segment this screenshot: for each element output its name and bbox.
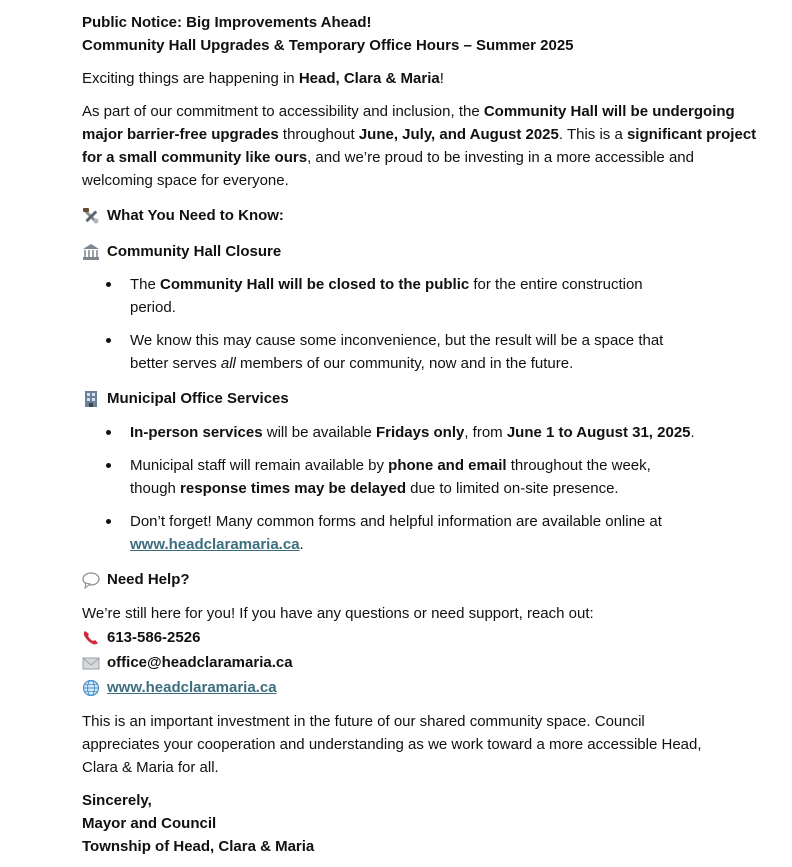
section-label: What You Need to Know: bbox=[107, 207, 284, 224]
intro-punct: ! bbox=[439, 70, 444, 87]
section-label: Community Hall Closure bbox=[107, 243, 282, 260]
item-bold: response times may be delayed bbox=[180, 480, 406, 497]
para-text: , and we’re proud to be investing in a more accessible and welcoming space for everyone. bbox=[82, 149, 694, 189]
section-heading-help bbox=[82, 568, 762, 591]
notice-subtitle: Community Hall Upgrades & Temporary Office Hours – Summer 2025 bbox=[82, 37, 574, 54]
bullet bbox=[106, 338, 111, 343]
item-text: The bbox=[130, 276, 161, 293]
item-text: , from bbox=[464, 424, 507, 441]
signoff: Sincerely, bbox=[82, 792, 152, 809]
para-text: throughout bbox=[278, 126, 359, 143]
telephone-icon bbox=[82, 629, 100, 647]
item-text: Municipal staff will remain available by bbox=[130, 457, 389, 474]
item-text: . bbox=[299, 536, 304, 553]
bullet bbox=[106, 463, 111, 468]
website-link[interactable]: www.headclaramaria.ca bbox=[107, 679, 277, 696]
contact-email bbox=[82, 650, 762, 675]
globe-icon bbox=[82, 679, 100, 697]
project-paragraph bbox=[82, 100, 762, 192]
item-bold: In-person services bbox=[130, 424, 263, 441]
para-bold: significant project for a small community like ours bbox=[82, 126, 757, 166]
list-item bbox=[82, 510, 690, 556]
speech-bubble-icon bbox=[82, 571, 100, 589]
email-address: office@headclaramaria.ca bbox=[107, 654, 293, 671]
para-bold: June, July, and August 2025 bbox=[358, 126, 559, 143]
closure-list bbox=[82, 273, 762, 375]
list-item bbox=[82, 421, 730, 444]
envelope-icon bbox=[82, 654, 100, 672]
website-link[interactable]: www.headclaramaria.ca bbox=[130, 536, 300, 553]
item-bold: June 1 to August 31, 2025 bbox=[506, 424, 691, 441]
item-text: will be available bbox=[262, 424, 376, 441]
signatory: Mayor and Council bbox=[82, 815, 217, 832]
section-label: Municipal Office Services bbox=[107, 390, 289, 407]
item-text: for the entire construction period. bbox=[130, 276, 643, 316]
item-bold: Fridays only bbox=[375, 424, 465, 441]
item-bold: phone and email bbox=[388, 457, 507, 474]
item-emphasis: all bbox=[220, 355, 236, 372]
intro-place: Head, Clara & Maria bbox=[298, 70, 440, 87]
item-text: . bbox=[690, 424, 695, 441]
list-item bbox=[82, 329, 690, 375]
bullet bbox=[106, 282, 111, 287]
section-label: Need Help? bbox=[107, 571, 190, 588]
notice-title: Public Notice: Big Improvements Ahead! bbox=[82, 14, 372, 31]
para-bold: Community Hall will be undergoing major barrier-free upgrades bbox=[82, 103, 735, 143]
closing-paragraph: This is an important investment in the future of our shared community space. Council appreciates your cooperation and understanding as we work toward a more accessible Head, Clara & Maria for all. bbox=[82, 713, 702, 776]
list-item bbox=[82, 273, 690, 319]
item-text: Don’t forget! Many common forms and helpful information are available online at bbox=[130, 513, 662, 530]
office-building-icon bbox=[82, 390, 100, 408]
bullet bbox=[106, 519, 111, 524]
notice-document bbox=[82, 11, 762, 858]
help-intro: We’re still here for you! If you have any questions or need support, reach out: bbox=[82, 605, 594, 622]
item-text: due to limited on-site presence. bbox=[405, 480, 619, 497]
contact-web bbox=[82, 675, 762, 700]
intro-paragraph bbox=[82, 67, 762, 90]
section-heading-know bbox=[82, 204, 762, 227]
bullet bbox=[106, 430, 111, 435]
office-list bbox=[82, 421, 762, 556]
item-text: We know this may cause some inconvenience, but the result will be a space that better serves bbox=[130, 332, 664, 372]
para-text: . This is a bbox=[558, 126, 627, 143]
item-text: throughout the week, though bbox=[130, 457, 651, 497]
section-heading-closure bbox=[82, 240, 762, 263]
intro-text: Exciting things are happening in bbox=[82, 70, 299, 87]
item-text: members of our community, now and in the future. bbox=[235, 355, 574, 372]
item-bold: Community Hall will be closed to the public bbox=[160, 276, 470, 293]
section-heading-office bbox=[82, 387, 762, 410]
phone-number: 613-586-2526 bbox=[107, 629, 201, 646]
township-name: Township of Head, Clara & Maria bbox=[82, 838, 315, 855]
list-item bbox=[82, 454, 690, 500]
classical-building-icon bbox=[82, 243, 100, 261]
tools-icon bbox=[82, 207, 100, 225]
para-text: As part of our commitment to accessibility and inclusion, the bbox=[82, 103, 484, 120]
contact-phone bbox=[82, 625, 762, 650]
